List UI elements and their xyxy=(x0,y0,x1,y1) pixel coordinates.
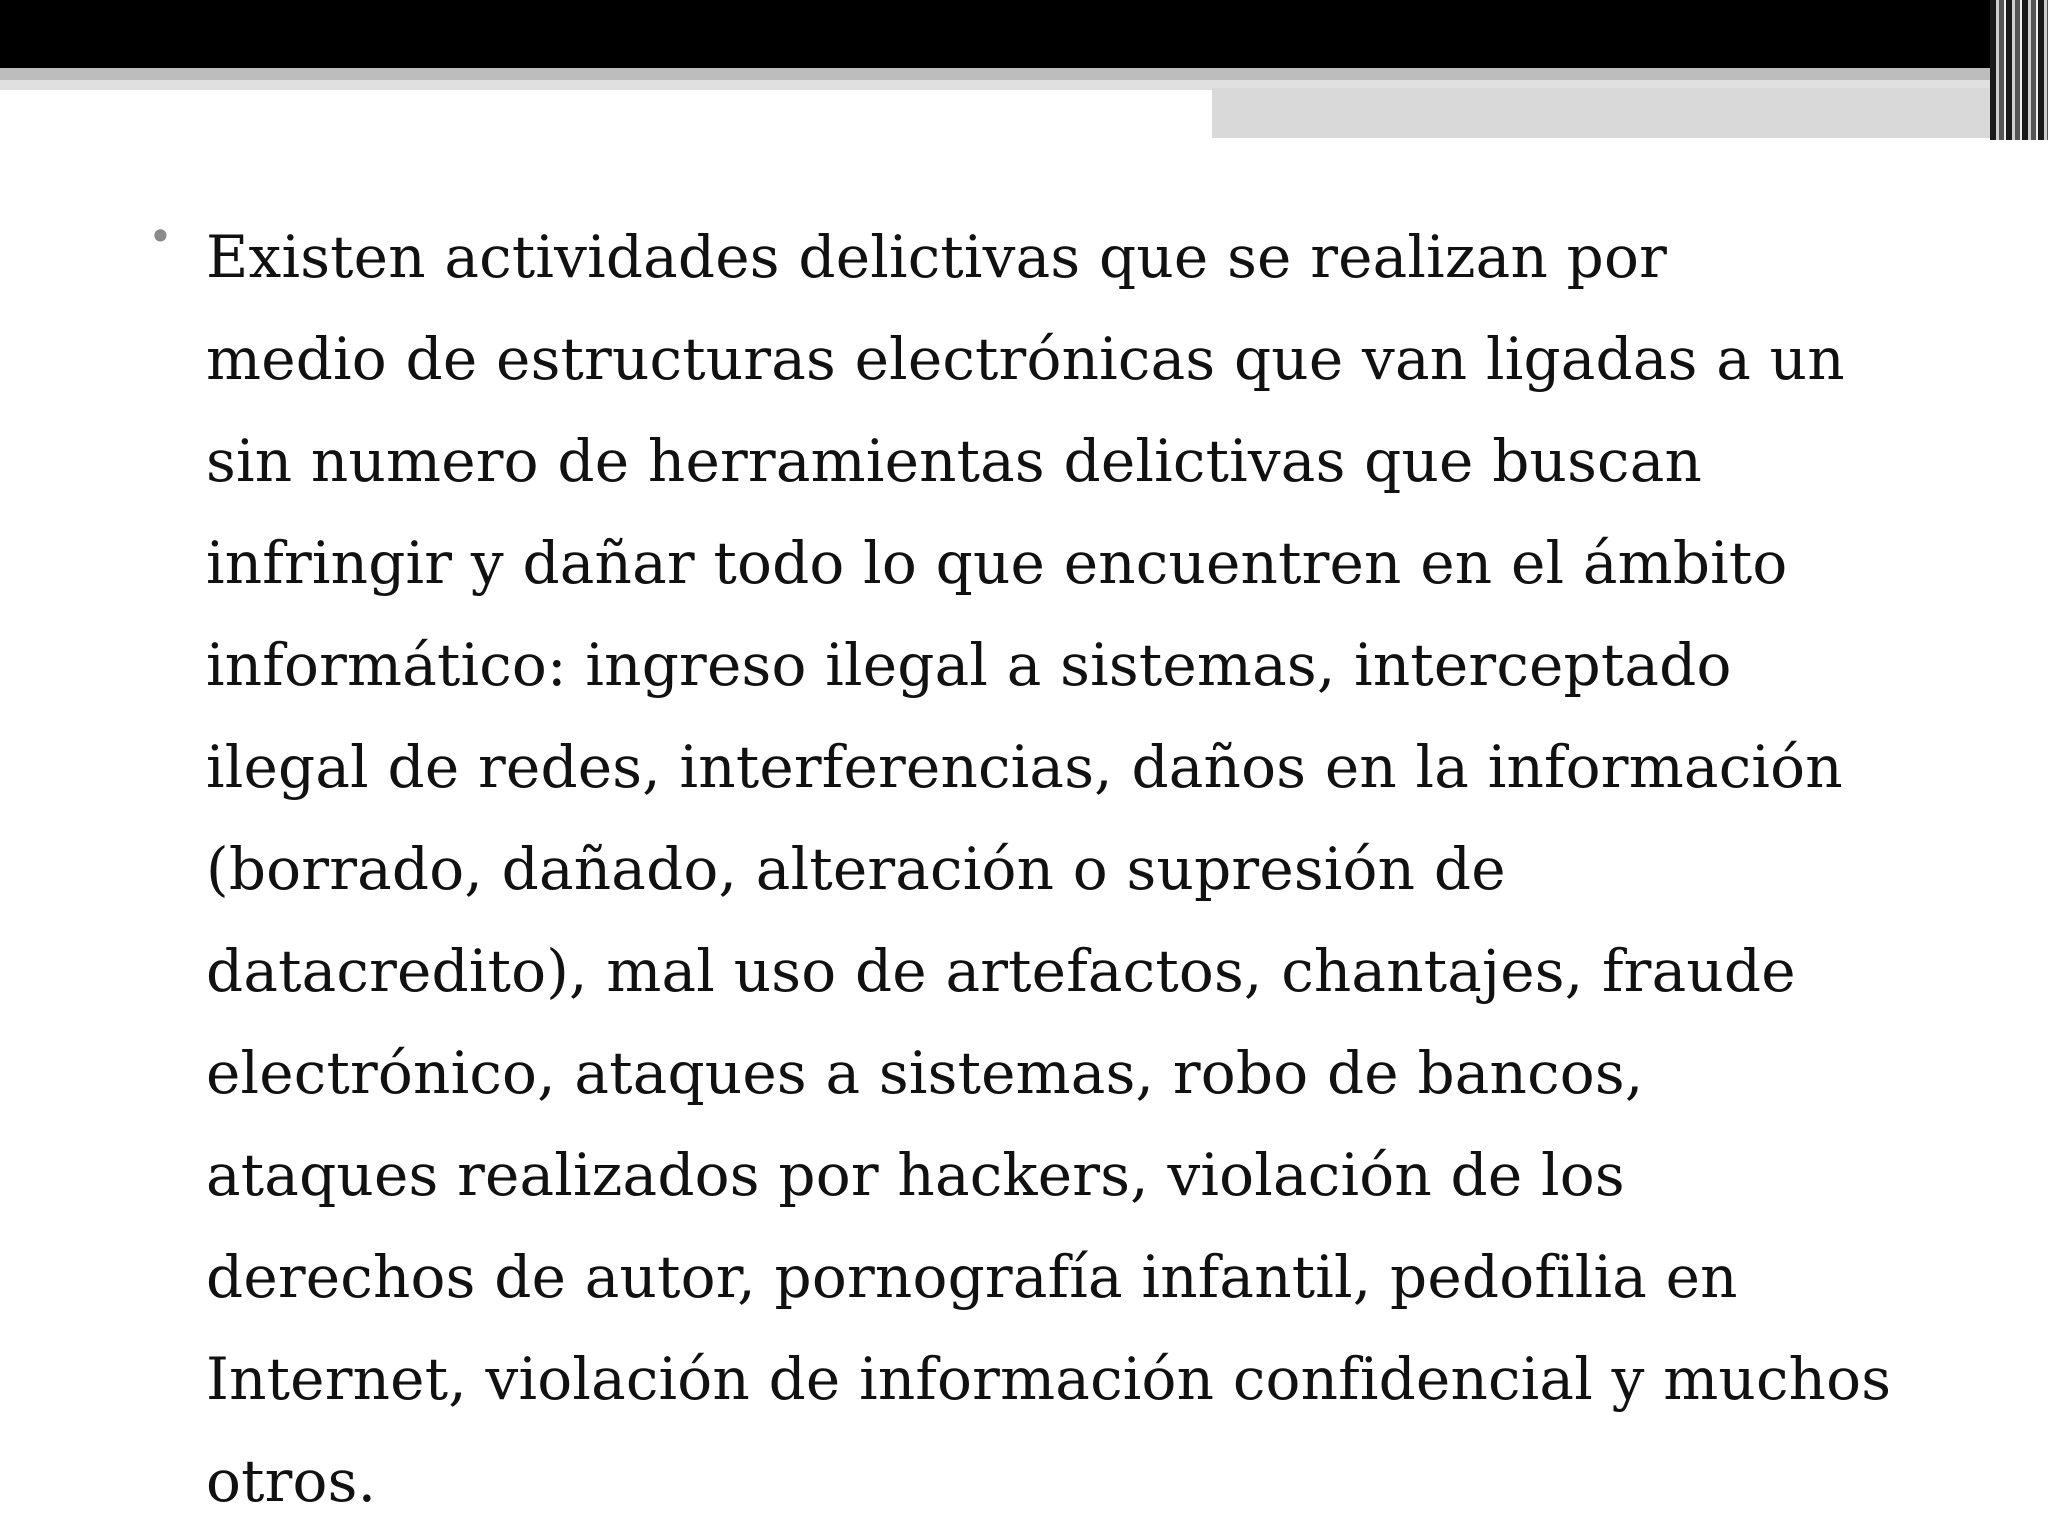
text-line: informático: ingreso ilegal a sistemas, interceptado xyxy=(206,631,1732,699)
text-line: Internet, violación de información confidencial y muchos xyxy=(206,1345,1892,1413)
header-stripe xyxy=(0,68,1990,90)
slide-content xyxy=(148,206,1948,1532)
bullet-marker: • xyxy=(148,212,173,261)
text-line: (borrado, dañado, alteración o supresión de xyxy=(206,835,1506,903)
header-bar xyxy=(0,0,2048,68)
text-line: ataques realizados por hackers, violación de los xyxy=(206,1141,1625,1209)
text-line: Existen actividades delictivas que se realizan por xyxy=(206,223,1668,291)
bullet-text xyxy=(206,206,1926,1532)
header-edge-lines xyxy=(1990,0,2048,140)
text-line: datacredito), mal uso de artefactos, chantajes, fraude xyxy=(206,937,1796,1005)
text-line: electrónico, ataques a sistemas, robo de bancos, xyxy=(206,1039,1644,1107)
text-line: infringir y dañar todo lo que encuentren en el ámbito xyxy=(206,529,1788,597)
header-accent-stripe xyxy=(1212,88,1990,138)
bullet-item xyxy=(148,206,1948,1532)
text-line: sin numero de herramientas delictivas que buscan xyxy=(206,427,1703,495)
text-line: otros. xyxy=(206,1447,377,1515)
text-line: medio de estructuras electrónicas que van ligadas a un xyxy=(206,325,1845,393)
text-line: derechos de autor, pornografía infantil, pedofilia en xyxy=(206,1243,1738,1311)
text-line: ilegal de redes, interferencias, daños en la información xyxy=(206,733,1843,801)
